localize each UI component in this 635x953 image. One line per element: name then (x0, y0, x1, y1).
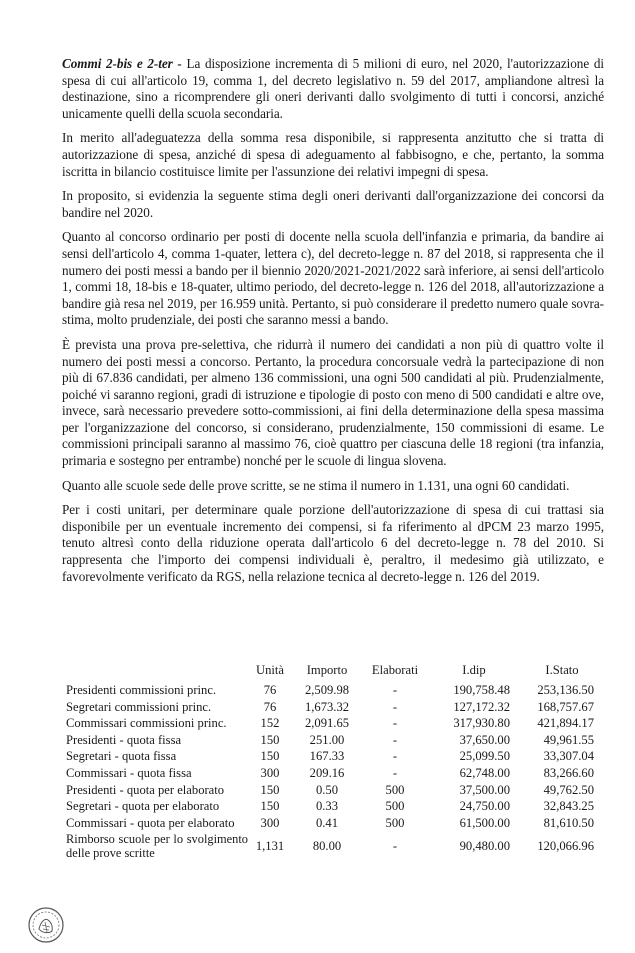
row-idip: 24,750.00 (459, 799, 510, 814)
paragraph-concorso-ordinario: Quanto al concorso ordinario per posti di docente nella scuola dell'infanzia e primaria, da bandire ai sensi dell'articolo 4, comma 1-quater, lettera c), del decreto-legge n. 87 del 2018, si rappresenta che il numero dei posti messi a bando per il biennio 2020/2021-2021/2022 sarà inferiore, ai sensi dell'articolo 1, commi 18, 18-bis e 18-quater, ultimo periodo, del decreto-legge n. 126 del 2018, all'autorizzazione a bandire già resa nel 2019, per 16.959 unità. Pertanto, si può considerare il predetto numero quale sovra-stima, molto prudenziale, dei posti che saranno messi a bando. (62, 229, 604, 328)
row-unita: 76 (263, 699, 277, 714)
row-importo: 209.16 (309, 765, 345, 780)
row-unita: 150 (260, 732, 280, 747)
row-idip: 127,172.32 (453, 699, 510, 714)
table-row (62, 748, 604, 765)
table-row (62, 831, 604, 861)
row-istato: 120,066.96 (537, 839, 594, 854)
row-elaborati: - (392, 683, 398, 697)
row-idip: 61,500.00 (459, 815, 510, 830)
row-unita: 150 (260, 749, 280, 764)
row-label: Commissari - quota fissa (66, 765, 192, 780)
table-row (62, 798, 604, 815)
row-istato: 32,843.25 (543, 799, 594, 814)
paragraph-scuole-sede: Quanto alle scuole sede delle prove scritte, se ne stima il numero in 1.131, una ogni 60 candidati. (62, 477, 570, 493)
table-row (62, 715, 604, 732)
row-idip: 190,758.48 (453, 683, 510, 697)
row-label: Presidenti commissioni princ. (66, 683, 217, 697)
row-idip: 37,500.00 (459, 782, 510, 797)
row-istato: 253,136.50 (537, 683, 594, 697)
row-elaborati: 500 (385, 799, 405, 814)
row-elaborati: - (392, 749, 398, 764)
table-header-row (62, 663, 604, 682)
row-label: Commissari commissioni princ. (66, 716, 227, 731)
row-unita: 300 (260, 815, 280, 830)
row-importo: 2,091.65 (304, 716, 350, 731)
table-row (62, 815, 604, 832)
row-label: Presidenti - quota fissa (66, 732, 182, 747)
table-row (62, 732, 604, 749)
row-unita: 76 (263, 683, 277, 697)
row-label-text: Rimborso scuole per lo svolgimento delle prove scritte (66, 832, 248, 861)
header-importo: Importo (306, 663, 348, 677)
row-unita: 152 (260, 716, 280, 731)
row-elaborati: - (392, 839, 398, 854)
row-importo: 1,673.32 (304, 699, 350, 714)
table-row (62, 765, 604, 782)
row-label: Commissari - quota per elaborato (66, 815, 235, 830)
row-idip: 317,930.80 (453, 716, 510, 731)
cost-table (62, 663, 604, 861)
row-idip: 25,099.50 (459, 749, 510, 764)
row-label: Segretari - quota per elaborato (66, 799, 220, 814)
row-unita: 1,131 (255, 839, 285, 854)
row-istato: 33,307.04 (543, 749, 594, 764)
row-label: Segretari commissioni princ. (66, 699, 212, 714)
paragraph-proposito: In proposito, si evidenzia la seguente stima degli oneri derivanti dall'organizzazione dei concorsi da bandire nel 2020. (62, 188, 604, 220)
header-idip: I.dip (462, 663, 486, 677)
row-istato: 81,610.50 (543, 815, 594, 830)
paragraph-text: La disposizione incrementa di 5 milioni di euro, nel 2020, l'autorizzazione di spesa di cui all'articolo 19, comma 1, del decreto legislativo n. 59 del 2017, ampliandone altresì la destinazione, sino a ricomprendere gli oneri derivanti dallo svolgimento di tutti i concorsi, anziché unicamente quelli della scuola secondaria. (62, 56, 604, 121)
paragraph-commi (62, 56, 604, 122)
row-importo: 0.41 (315, 815, 339, 830)
row-idip: 37,650.00 (459, 732, 510, 747)
document-body (62, 56, 604, 593)
row-elaborati: - (392, 765, 398, 780)
row-istato: 49,762.50 (543, 782, 594, 797)
row-idip: 62,748.00 (459, 765, 510, 780)
row-importo: 0.33 (315, 799, 339, 814)
row-elaborati: - (392, 716, 398, 731)
header-elaborati: Elaborati (371, 663, 419, 677)
row-importo: 0.50 (315, 782, 339, 797)
row-label: Presidenti - quota per elaborato (66, 782, 225, 797)
row-importo: 251.00 (309, 732, 345, 747)
table-row (62, 682, 604, 699)
paragraph-prova-preselettiva: È prevista una prova pre-selettiva, che ridurrà il numero dei candidati a non più di quattro volte il numero dei posti messi a concorso. Pertanto, la procedura concorsuale vedrà la partecipazione di non più di 67.836 candidati, per almeno 136 commissioni, una ogni 500 candidati al più. Prudenzialmente, poiché vi saranno regioni, gradi di istruzione e tipologie di posto con meno di 500 candidati e altre ove, invece, sarà necessario prevedere sotto-commissioni, ai fini della determinazione della spesa massima per l'organizzazione del concorso, si considerano, prudenzialmente, 150 commissioni di esame. Le commissioni principali saranno al massimo 76, cioè quattro per ciascuna delle 18 regioni (tra infanzia, primaria e sostegno per entrambe) nonché per le scuole di lingua slovena. (62, 336, 604, 469)
row-unita: 300 (260, 765, 280, 780)
row-istato: 83,266.60 (543, 765, 594, 780)
header-istato: I.Stato (545, 663, 579, 677)
row-istato: 49,961.55 (543, 732, 594, 747)
row-elaborati: - (392, 699, 398, 714)
paragraph-adeguatezza: In merito all'adeguatezza della somma resa disponibile, si rappresenta anzitutto che si tratta di autorizzazione di spesa, anziché di spesa di adeguamento al fabbisogno, e che, pertanto, la somma iscritta in bilancio costituisce limite per l'assunzione dei relativi impegni di spesa. (62, 130, 604, 179)
row-importo: 80.00 (312, 839, 342, 854)
seal-stamp-icon (26, 905, 66, 945)
row-istato: 421,894.17 (537, 716, 594, 731)
header-unita: Unità (256, 663, 284, 677)
row-label: Segretari - quota fissa (66, 749, 177, 764)
row-idip: 90,480.00 (459, 839, 510, 854)
row-elaborati: - (392, 732, 398, 747)
paragraph-lead: Commi 2-bis e 2-ter - (62, 56, 182, 71)
row-importo: 167.33 (309, 749, 345, 764)
header-label (62, 663, 248, 682)
table-row (62, 699, 604, 716)
row-elaborati: 500 (385, 815, 405, 830)
row-unita: 150 (260, 799, 280, 814)
table-row (62, 782, 604, 799)
row-unita: 150 (260, 782, 280, 797)
row-istato: 168,757.67 (537, 699, 594, 714)
row-importo: 2,509.98 (304, 683, 350, 697)
row-label (62, 831, 248, 861)
row-elaborati: 500 (385, 782, 405, 797)
paragraph-costi-unitari: Per i costi unitari, per determinare quale porzione dell'autorizzazione di spesa di cui trattasi sia disponibile per un eventuale incremento dei compensi, si fa riferimento al dPCM 23 marzo 1995, tenuto altresì conto della riduzione operata dall'articolo 6 del decreto-legge n. 78 del 2010. Si rappresenta che l'importo dei compensi individuali è, peraltro, il medesimo già utilizzato, e favorevolmente verificato da RGS, nella relazione tecnica al decreto-legge n. 126 del 2019. (62, 502, 604, 584)
